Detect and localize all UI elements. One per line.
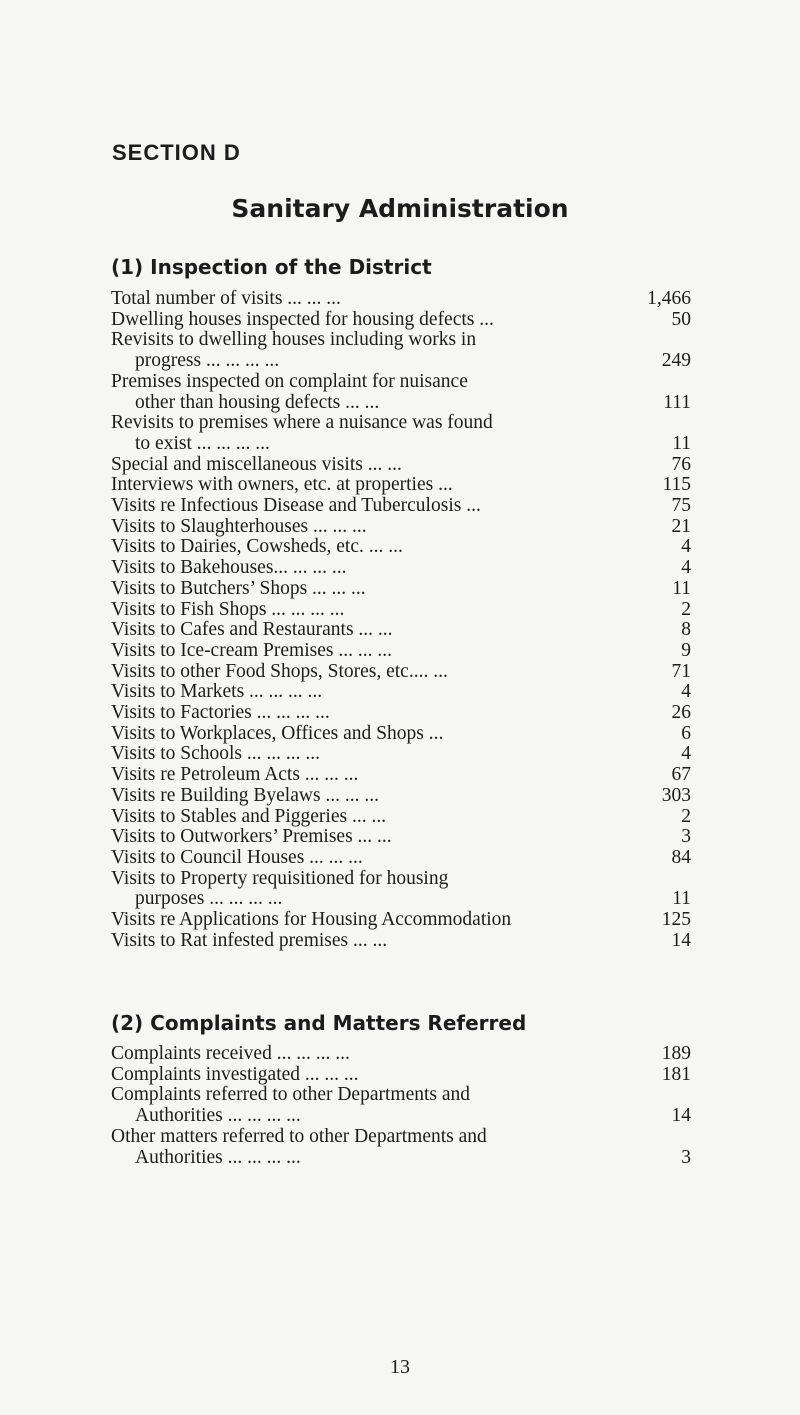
list-item (111, 1065, 691, 1086)
item-label (111, 620, 621, 641)
item-value: 1,466 (647, 288, 691, 309)
list-item (111, 475, 691, 496)
item-value: 8 (681, 619, 691, 641)
list-item (111, 765, 691, 786)
list-item (111, 682, 691, 703)
list-item (111, 558, 691, 579)
item-label-text: Total number of visits ... ... ... (111, 288, 341, 309)
item-label-text: Complaints received ... ... ... ... (111, 1043, 350, 1064)
item-label (111, 558, 621, 579)
item-label-text: Visits to Ice-cream Premises ... ... ... (111, 639, 392, 661)
list-item (111, 600, 691, 621)
item-label (111, 703, 621, 724)
item-label (111, 724, 621, 745)
list-item (111, 1085, 691, 1126)
item-value: 11 (672, 888, 691, 910)
list-item (111, 807, 691, 828)
item-value: 181 (661, 1063, 691, 1085)
item-value: 4 (681, 743, 691, 765)
list-item (111, 517, 691, 538)
item-value: 249 (661, 350, 691, 372)
section-label: SECTION D (112, 140, 241, 165)
item-label-continuation: progress ... ... ... ... (135, 350, 280, 372)
item-value: 3 (681, 1146, 691, 1168)
item-label-text: Visits to Cafes and Restaurants ... ... (111, 619, 393, 641)
item-label (111, 289, 621, 310)
item-value: 125 (661, 909, 691, 931)
item-label (111, 1065, 621, 1086)
item-value: 67 (671, 764, 691, 786)
item-label-text: Visits to Property requisitioned for housing (111, 867, 449, 889)
list-item (111, 579, 691, 600)
item-label-text: Visits to Butchers’ Shops ... ... ... (111, 577, 366, 599)
page-title: Sanitary Administration (231, 194, 569, 223)
item-label (111, 744, 621, 765)
item-label-continuation: Authorities ... ... ... ... (135, 1146, 301, 1168)
item-label (111, 330, 621, 371)
item-label (111, 455, 621, 476)
item-label (111, 848, 621, 869)
list-item (111, 827, 691, 848)
item-label-text: Visits to Schools ... ... ... ... (111, 743, 321, 765)
item-value: 2 (681, 598, 691, 620)
item-label (111, 827, 621, 848)
list-item (111, 786, 691, 807)
item-label-text: Visits to Bakehouses... ... ... ... (111, 557, 347, 579)
item-label (111, 641, 621, 662)
item-label (111, 1127, 621, 1168)
list-item (111, 931, 691, 952)
item-label-continuation: Authorities ... ... ... ... (135, 1105, 301, 1127)
item-value: 3 (681, 826, 691, 848)
list-item (111, 289, 691, 310)
list-item (111, 869, 691, 910)
item-label (111, 910, 621, 931)
list-item (111, 910, 691, 931)
list-item (111, 413, 691, 454)
item-value: 9 (681, 639, 691, 661)
item-value: 4 (681, 681, 691, 703)
list-item (111, 641, 691, 662)
item-label-text: Visits to other Food Shops, Stores, etc.... ... (111, 660, 448, 682)
item-label-text: Complaints investigated ... ... ... (111, 1063, 359, 1085)
list-item (111, 724, 691, 745)
item-value: 50 (671, 308, 691, 330)
item-label-text: Dwelling houses inspected for housing defects ... (111, 308, 494, 330)
item-label-continuation: to exist ... ... ... ... (135, 432, 270, 454)
item-value: 6 (681, 722, 691, 744)
item-label-text: Visits to Council Houses ... ... ... (111, 846, 363, 868)
item-label-text: Visits to Dairies, Cowsheds, etc. ... ... (111, 536, 403, 558)
item-label (111, 413, 621, 454)
list-item (111, 744, 691, 765)
list-item (111, 848, 691, 869)
item-label-text: Visits to Stables and Piggeries ... ... (111, 805, 387, 827)
item-value: 189 (661, 1043, 691, 1064)
item-label (111, 517, 621, 538)
item-label-text: Complaints referred to other Departments and (111, 1084, 471, 1106)
list-item (111, 310, 691, 331)
item-label (111, 310, 621, 331)
list-item (111, 455, 691, 476)
item-value: 21 (671, 515, 691, 537)
item-label-text: Visits to Factories ... ... ... ... (111, 702, 330, 724)
item-label-text: Visits re Building Byelaws ... ... ... (111, 784, 380, 806)
item-label-text: Interviews with owners, etc. at properties ... (111, 474, 453, 496)
item-label-text: Visits re Infectious Disease and Tuberculosis ... (111, 495, 481, 517)
item-label-text: Visits to Slaughterhouses ... ... ... (111, 515, 367, 537)
inspection-heading: (1) Inspection of the District (111, 255, 432, 279)
list-item (111, 330, 691, 371)
list-item (111, 372, 691, 413)
item-label-continuation: purposes ... ... ... ... (135, 888, 283, 910)
item-value: 303 (661, 784, 691, 806)
list-item (111, 1127, 691, 1168)
item-label (111, 1044, 621, 1065)
item-label-text: Visits to Rat infested premises ... ... (111, 929, 388, 951)
list-item (111, 1044, 691, 1065)
item-label-text: Premises inspected on complaint for nuisance (111, 370, 468, 392)
item-value: 75 (671, 495, 691, 517)
item-value: 76 (671, 453, 691, 475)
item-label (111, 807, 621, 828)
item-label (111, 931, 621, 952)
complaints-heading: (2) Complaints and Matters Referred (111, 1011, 527, 1035)
item-value: 4 (681, 557, 691, 579)
item-label-text: Revisits to dwelling houses including works in (111, 329, 477, 351)
item-label (111, 372, 621, 413)
item-label-text: Visits to Workplaces, Offices and Shops ... (111, 722, 444, 744)
item-label (111, 869, 621, 910)
item-value: 14 (671, 1105, 691, 1127)
item-label-text: Other matters referred to other Departments and (111, 1125, 487, 1147)
item-label-text: Visits to Outworkers’ Premises ... ... (111, 826, 392, 848)
item-label-continuation: other than housing defects ... ... (135, 391, 380, 413)
list-item (111, 496, 691, 517)
list-item (111, 662, 691, 683)
item-label (111, 496, 621, 517)
item-label-text: Visits re Petroleum Acts ... ... ... (111, 764, 359, 786)
item-value: 71 (671, 660, 691, 682)
item-label (111, 662, 621, 683)
item-label (111, 1085, 621, 1126)
list-item (111, 537, 691, 558)
item-value: 115 (662, 474, 691, 496)
page-number: 13 (390, 1356, 410, 1378)
item-label (111, 537, 621, 558)
item-label (111, 579, 621, 600)
item-label (111, 475, 621, 496)
item-value: 111 (663, 391, 691, 413)
item-value: 84 (671, 846, 691, 868)
item-label (111, 600, 621, 621)
list-item (111, 620, 691, 641)
list-item (111, 703, 691, 724)
item-label-text: Visits to Markets ... ... ... ... (111, 681, 323, 703)
complaints-list (111, 1044, 691, 1168)
item-value: 4 (681, 536, 691, 558)
item-value: 26 (671, 702, 691, 724)
item-label (111, 682, 621, 703)
item-label-text: Revisits to premises where a nuisance was found (111, 412, 493, 434)
item-label-text: Visits re Applications for Housing Accommodation (111, 909, 512, 931)
inspection-list (111, 289, 691, 952)
item-label (111, 786, 621, 807)
item-label (111, 765, 621, 786)
item-value: 14 (671, 929, 691, 951)
item-value: 11 (672, 577, 691, 599)
item-label-text: Visits to Fish Shops ... ... ... ... (111, 598, 345, 620)
item-value: 11 (672, 432, 691, 454)
item-value: 2 (681, 805, 691, 827)
item-label-text: Special and miscellaneous visits ... ... (111, 453, 402, 475)
